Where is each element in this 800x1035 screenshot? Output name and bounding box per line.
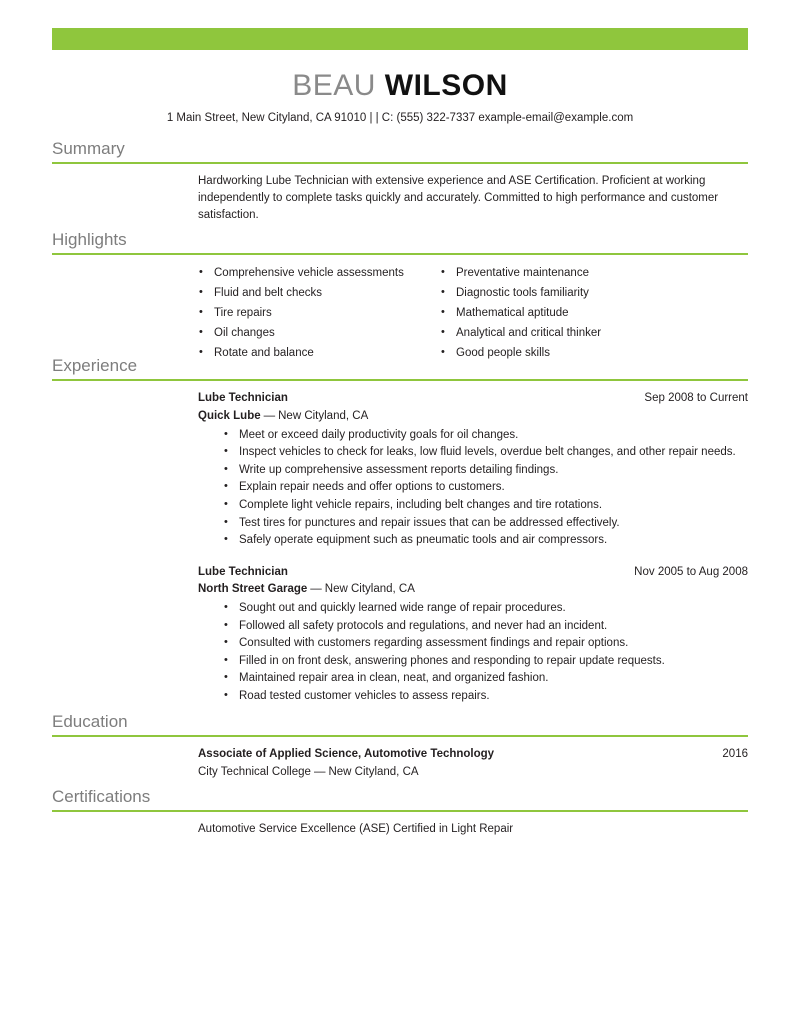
job-bullet-item: • Test tires for punctures and repair issues that can be addressed effectively. — [223, 515, 748, 533]
header-accent-bar — [52, 28, 748, 50]
certification-text: Automotive Service Excellence (ASE) Certified in Light Repair — [198, 823, 514, 836]
education-year: 2016 — [722, 748, 748, 761]
contact-line: 1 Main Street, New Cityland, CA 91010 | | C: (555) 322-7337 example-email@example.com — [166, 111, 634, 124]
section-heading-certifications: Certifications — [52, 786, 748, 812]
job-bullet-item: • Write up comprehensive assessment reports detailing findings. — [223, 462, 748, 480]
highlights-column-left — [198, 264, 440, 363]
page-title — [52, 70, 748, 102]
summary-text: Hardworking Lube Technician with extensive experience and ASE Certification. Proficient at working independently to complete tasks quickly and accurately. Committed to high performance and customer satisfaction. — [198, 175, 719, 222]
job-company: Quick Lube — [198, 409, 261, 422]
job-bullet-item: • Safely operate equipment such as pneumatic tools and air compressors. — [223, 532, 748, 550]
experience-title-row — [198, 564, 748, 581]
section-heading-education: Education — [52, 711, 748, 737]
summary-body — [52, 164, 748, 224]
highlight-item: • Mathematical aptitude — [440, 304, 740, 324]
education-separator: — — [313, 765, 326, 778]
job-bullet-item: • Explain repair needs and offer options to customers. — [223, 479, 748, 497]
experience-entry — [198, 390, 748, 550]
section-heading-highlights: Highlights — [52, 229, 748, 255]
last-name: WILSON — [384, 69, 508, 102]
section-highlights — [52, 229, 748, 364]
section-education — [52, 711, 748, 781]
education-school-line — [198, 764, 748, 781]
highlight-item: • Comprehensive vehicle assessments — [198, 264, 440, 284]
highlights-body — [52, 255, 748, 363]
education-location: New Cityland, CA — [328, 765, 419, 778]
highlight-item: • Oil changes — [198, 324, 440, 344]
job-location: New Cityland, CA — [324, 583, 415, 596]
certifications-body — [52, 812, 748, 838]
section-certifications — [52, 786, 748, 838]
section-heading-summary: Summary — [52, 138, 748, 164]
job-separator: — — [310, 583, 322, 596]
job-bullet-list — [198, 600, 748, 706]
job-title: Lube Technician — [198, 392, 288, 405]
section-summary — [52, 138, 748, 224]
education-school: City Technical College — [198, 765, 311, 778]
job-bullet-item: • Road tested customer vehicles to assess repairs. — [223, 688, 748, 706]
highlight-item: • Preventative maintenance — [440, 264, 740, 284]
job-company-line — [198, 408, 748, 425]
job-dates: Sep 2008 to Current — [644, 392, 748, 405]
highlight-item: • Rotate and balance — [198, 344, 440, 364]
job-location: New Cityland, CA — [278, 409, 369, 422]
highlight-item: • Tire repairs — [198, 304, 440, 324]
highlight-item: • Good people skills — [440, 344, 740, 364]
first-name: BEAU — [292, 69, 376, 102]
job-separator: — — [263, 409, 276, 422]
job-bullet-list — [198, 427, 748, 550]
job-bullet-item: • Consulted with customers regarding assessment findings and repair options. — [223, 635, 748, 653]
experience-body — [52, 381, 748, 705]
name-block — [52, 70, 748, 124]
section-heading-experience: Experience — [52, 355, 748, 381]
experience-entry — [198, 564, 748, 706]
highlight-item: • Analytical and critical thinker — [440, 324, 740, 344]
education-degree: Associate of Applied Science, Automotive Technology — [198, 748, 495, 761]
job-bullet-item: • Meet or exceed daily productivity goals for oil changes. — [223, 427, 748, 445]
job-bullet-item: • Complete light vehicle repairs, including belt changes and tire rotations. — [223, 497, 748, 515]
job-bullet-item: • Followed all safety protocols and regulations, and never had an incident. — [223, 618, 748, 636]
highlight-item: • Diagnostic tools familiarity — [440, 284, 740, 304]
job-bullet-item: • Inspect vehicles to check for leaks, low fluid levels, overdue belt changes, and other repair needs. — [223, 444, 748, 462]
experience-title-row — [198, 390, 748, 407]
job-bullet-item: • Maintained repair area in clean, neat, and organized fashion. — [223, 670, 748, 688]
job-company: North Street Garage — [198, 583, 308, 596]
highlights-column-right — [440, 264, 740, 363]
job-title: Lube Technician — [198, 565, 288, 578]
job-bullet-item: • Sought out and quickly learned wide range of repair procedures. — [223, 600, 748, 618]
highlight-item: • Fluid and belt checks — [198, 284, 440, 304]
education-body — [52, 737, 748, 780]
job-dates: Nov 2005 to Aug 2008 — [634, 565, 748, 578]
highlights-list-right — [440, 264, 740, 363]
job-company-line — [198, 581, 748, 598]
highlights-list-left — [198, 264, 440, 363]
job-bullet-item: • Filled in on front desk, answering phones and responding to repair update requests. — [223, 653, 748, 671]
section-experience — [52, 355, 748, 706]
education-row — [198, 746, 748, 763]
